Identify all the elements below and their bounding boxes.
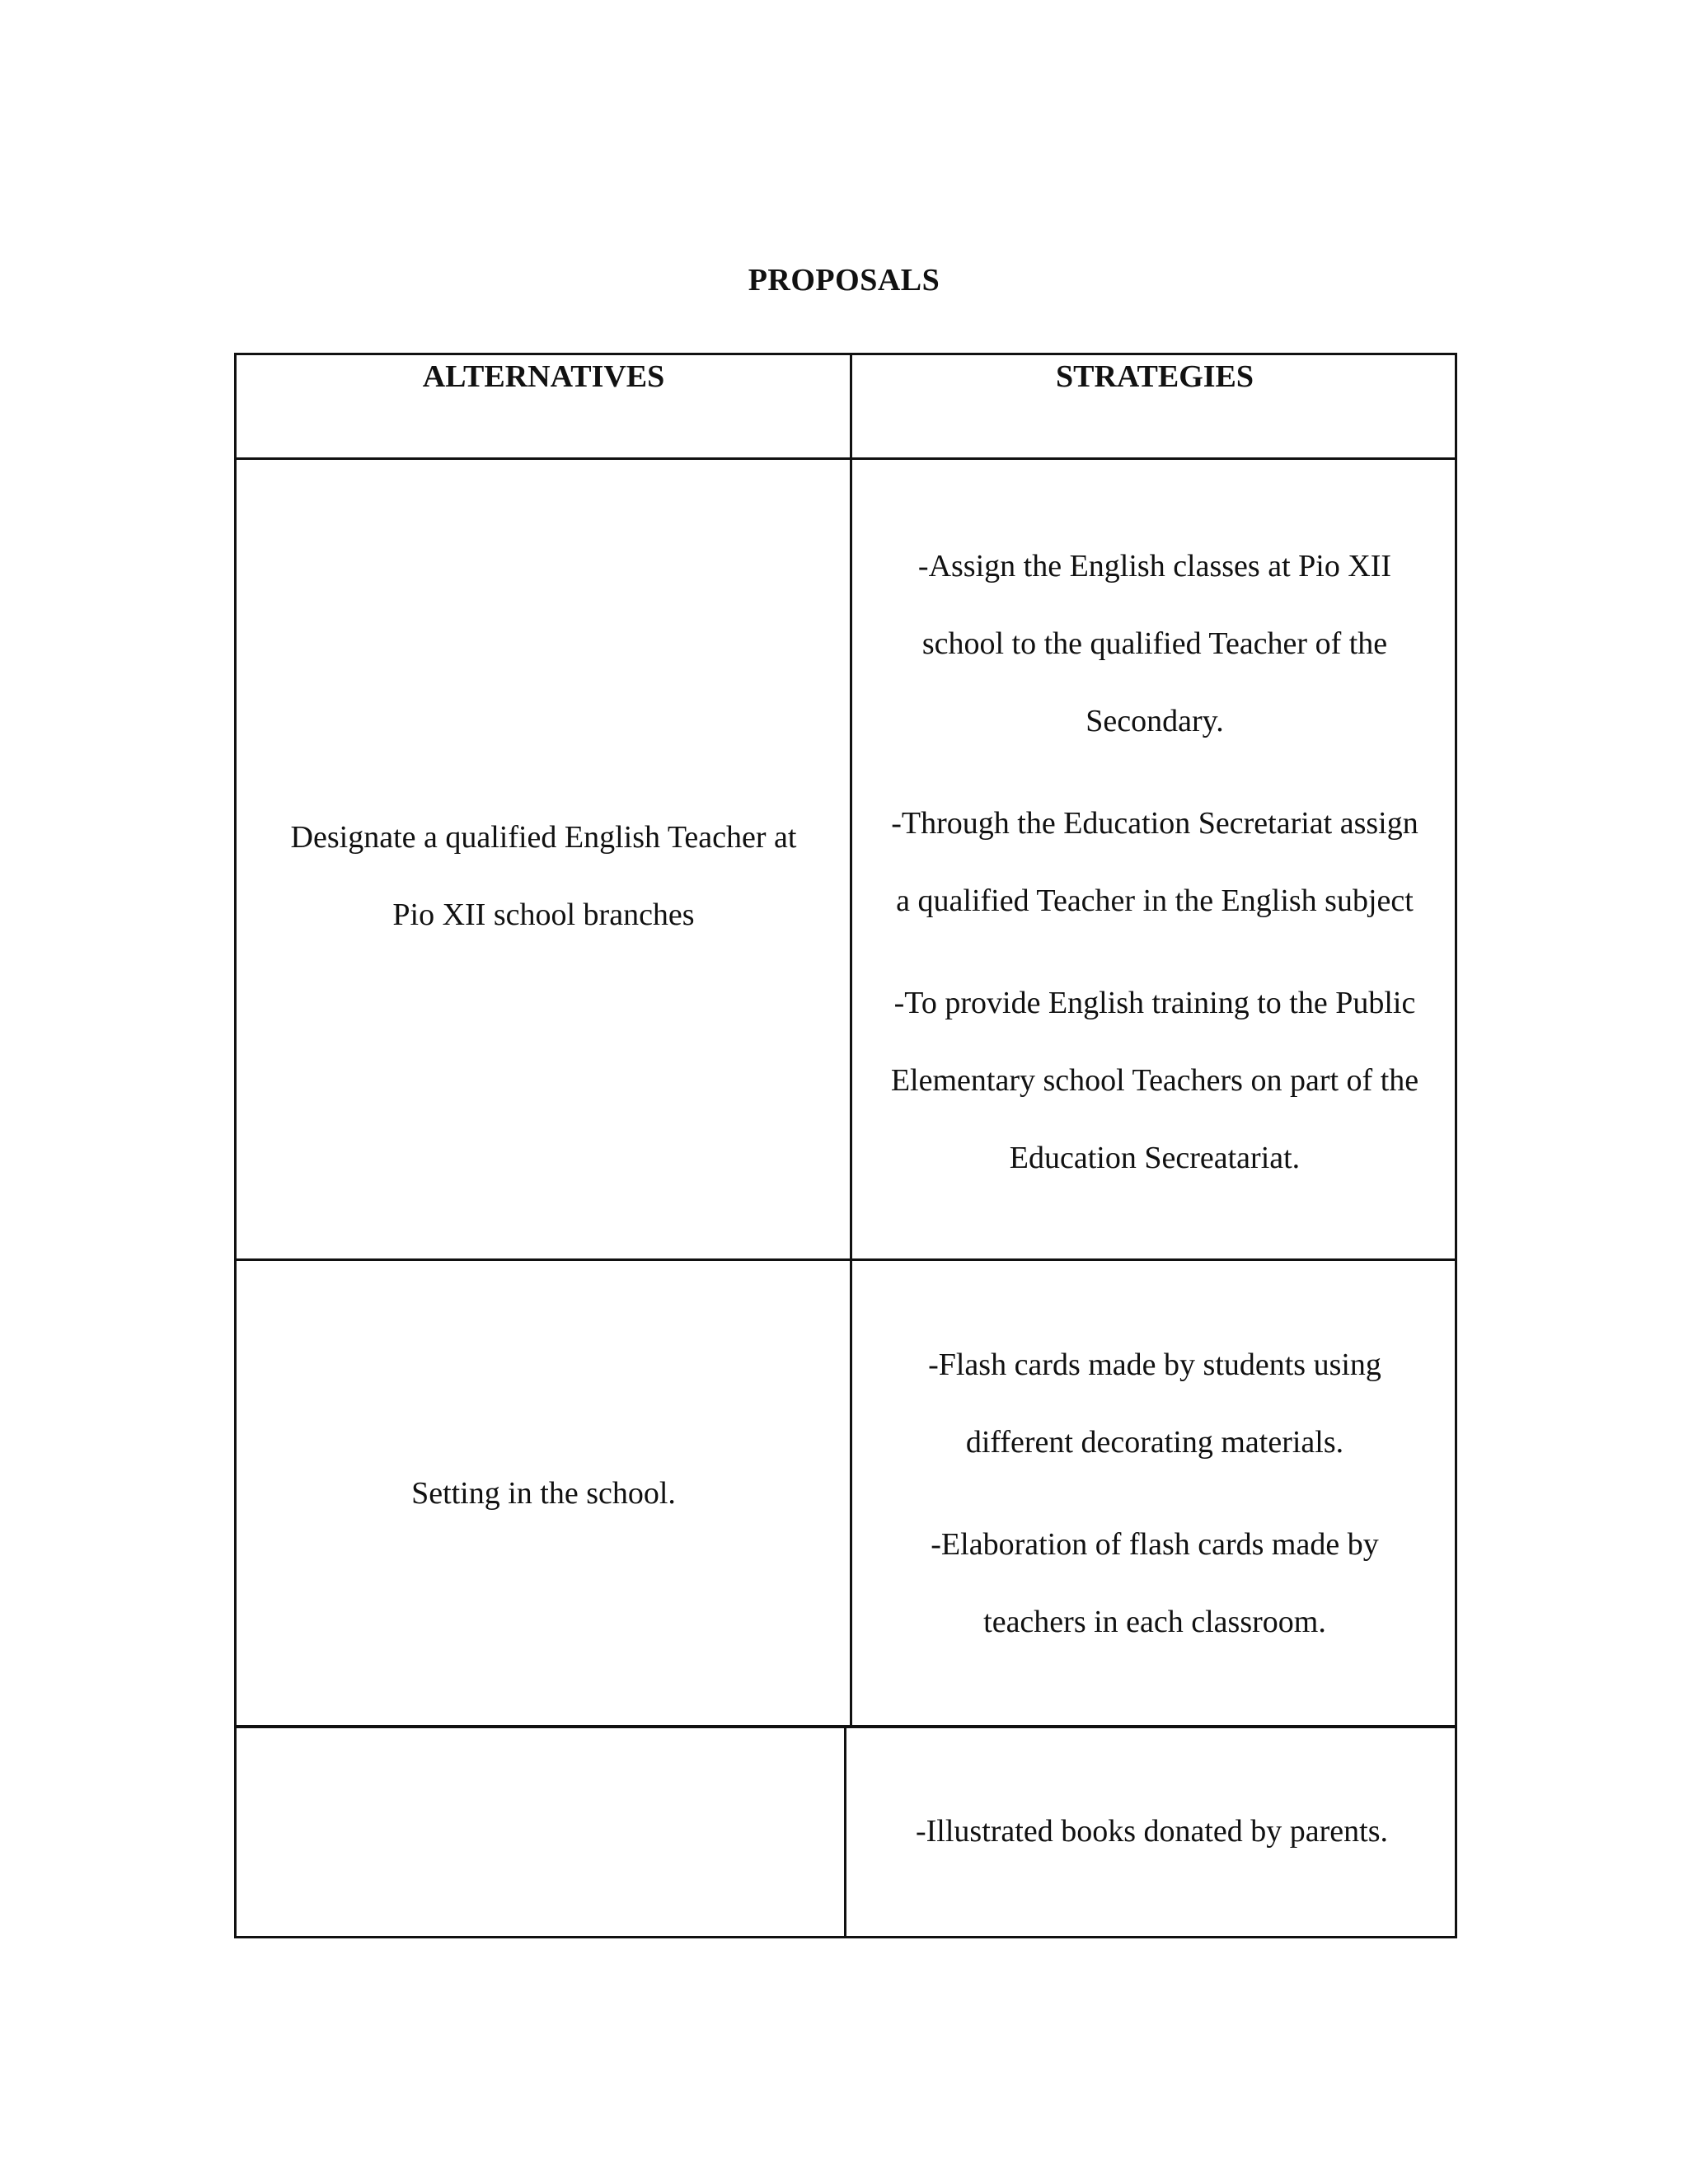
strategy-item bbox=[916, 1793, 1388, 1870]
row-2-alternative bbox=[237, 1261, 851, 1726]
strategy-line: -Illustrated books donated by parents. bbox=[915, 1814, 1389, 1849]
strategy-line: different decorating materials. bbox=[965, 1425, 1344, 1460]
strategy-item bbox=[931, 1506, 1378, 1661]
alternative-line: Setting in the school. bbox=[411, 1476, 676, 1511]
strategy-item bbox=[918, 527, 1391, 760]
page-title: PROPOSALS bbox=[748, 263, 940, 298]
row-1-strategies bbox=[852, 460, 1457, 1259]
strategy-item bbox=[891, 785, 1418, 940]
strategy-line: -To provide English training to the Public bbox=[893, 986, 1416, 1020]
strategy-line: -Flash cards made by students using bbox=[928, 1347, 1381, 1382]
strategy-line: teachers in each classroom. bbox=[983, 1605, 1326, 1639]
strategy-line: a qualified Teacher in the English subject bbox=[896, 883, 1414, 918]
strategy-line: -Assign the English classes at Pio XII bbox=[917, 549, 1392, 583]
strategy-line: Education Secreatariat. bbox=[1009, 1141, 1301, 1175]
header-strategies bbox=[852, 355, 1457, 458]
strategy-item bbox=[928, 1326, 1381, 1481]
strategy-item bbox=[891, 964, 1418, 1197]
row-2-strategies bbox=[852, 1261, 1457, 1726]
header-strategies-label: STRATEGIES bbox=[1055, 359, 1254, 394]
strategy-line: Elementary school Teachers on part of the bbox=[890, 1063, 1419, 1098]
header-alternatives-label: ALTERNATIVES bbox=[422, 359, 665, 394]
strategy-line: -Elaboration of flash cards made by bbox=[931, 1527, 1379, 1562]
row-3-alternative bbox=[237, 1729, 844, 1938]
strategy-line: Secondary. bbox=[1085, 704, 1224, 738]
alternative-line: Designate a qualified English Teacher at bbox=[290, 820, 797, 855]
alternative-line: Pio XII school branches bbox=[392, 898, 695, 932]
strategy-line: school to the qualified Teacher of the bbox=[921, 626, 1388, 661]
proposals-table bbox=[234, 353, 1457, 1938]
row-3-strategies bbox=[846, 1729, 1457, 1938]
strategy-line: -Through the Education Secretariat assign bbox=[891, 806, 1418, 841]
header-alternatives bbox=[237, 355, 851, 458]
row-1-alternative bbox=[237, 460, 851, 1259]
